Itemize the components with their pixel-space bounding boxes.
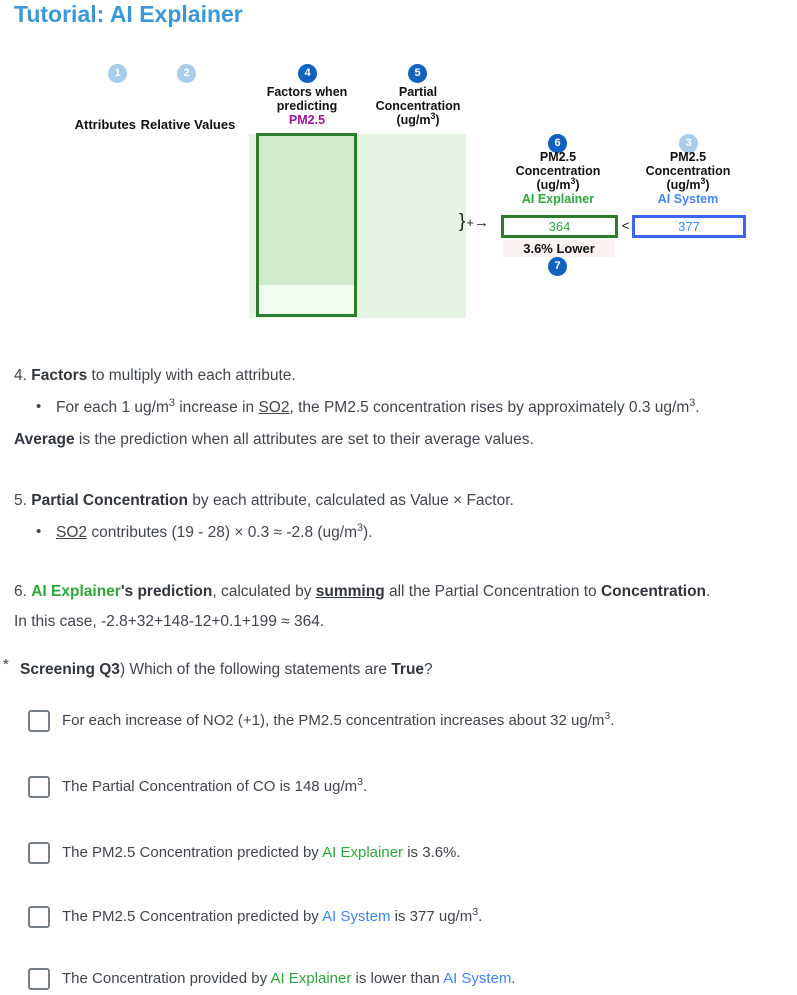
average-row-fill — [259, 285, 354, 314]
step-badge-1: 1 — [108, 64, 127, 83]
explanation-item6-line1: 6. AI Explainer's prediction, calculated by summing all the Partial Concentration to Concentration. — [14, 583, 711, 600]
partial-concentration-header — [358, 85, 478, 127]
answer-option-1[interactable] — [28, 710, 790, 734]
less-than-sign: < — [621, 218, 630, 233]
step-badge-6: 6 — [548, 134, 567, 153]
page-title: Tutorial: AI Explainer — [14, 1, 243, 27]
checkbox[interactable] — [28, 842, 50, 864]
answer-option-4[interactable] — [28, 906, 790, 930]
checkbox[interactable] — [28, 710, 50, 732]
explanation-item5-line1: 5. Partial Concentration by each attribute, calculated as Value × Factor. — [14, 492, 514, 509]
brace-icon: } — [459, 211, 466, 232]
factors-box — [256, 133, 357, 317]
attributes-header: Attributes — [74, 117, 136, 132]
step-badge-7: 7 — [548, 257, 567, 276]
checkbox[interactable] — [28, 776, 50, 798]
partial-header-line1: Partial — [398, 85, 438, 99]
partial-header-unit: $(ug/m^3)$ — [396, 110, 440, 127]
explainer-prediction-box: 364 — [501, 215, 618, 238]
relative-values-header: Relative Values — [140, 117, 236, 132]
factors-header-line2: predicting — [276, 99, 338, 113]
explainer-header-line2: Concentration — [515, 164, 601, 178]
option-label: The Concentration provided by AI Explainer is lower than AI System. — [62, 970, 516, 987]
difference-note: 3.6% Lower — [503, 240, 615, 257]
step-badge-4: 4 — [298, 64, 317, 83]
arrow-icon: → — [473, 213, 489, 231]
explainer-header-unit: $(ug/m^3)$ — [536, 175, 580, 192]
system-name: AI System — [657, 192, 719, 206]
option-label: The Partial Concentration of CO is 148 $ug/m^3$. — [62, 776, 368, 795]
bullet-icon: • — [36, 523, 42, 540]
checkbox[interactable] — [28, 906, 50, 928]
factors-header — [247, 85, 367, 127]
step-badge-3: 3 — [679, 134, 698, 153]
option-label: The PM2.5 Concentration predicted by AI System is 377 $ug/m^3$. — [62, 906, 483, 925]
factors-header-target: PM2.5 — [288, 113, 326, 127]
system-prediction-box: 377 — [632, 215, 746, 238]
plus-icon: + — [466, 214, 474, 230]
bullet-icon: • — [36, 398, 42, 415]
option-label: The PM2.5 Concentration predicted by AI Explainer is 3.6%. — [62, 844, 461, 861]
explanation-item4-line2: Average is the prediction when all attributes are set to their average values. — [14, 431, 534, 448]
explanation-item5-bullet: SO2 contributes (19 - 28) × 0.3 ≈ -2.8 $(ug/m^3)$. — [56, 521, 373, 541]
answer-option-5[interactable] — [28, 968, 790, 992]
question-prompt: Screening Q3) Which of the following statements are True? — [20, 661, 433, 678]
system-header-line2: Concentration — [645, 164, 731, 178]
required-marker: * — [3, 656, 9, 673]
explainer-name: AI Explainer — [521, 192, 595, 206]
factors-header-line1: Factors when — [266, 85, 348, 99]
checkbox[interactable] — [28, 968, 50, 990]
explainer-column-header — [498, 150, 618, 206]
sum-aggregate — [459, 211, 489, 233]
step-badge-2: 2 — [177, 64, 196, 83]
system-header-line1: PM2.5 — [669, 150, 707, 164]
explanation-item4-line1: 4. Factors to multiply with each attribute. — [14, 367, 296, 384]
partial-header-line2: Concentration — [375, 99, 461, 113]
explainer-header-line1: PM2.5 — [539, 150, 577, 164]
option-label: For each increase of NO2 (+1), the PM2.5 concentration increases about 32 $ug/m^3$. — [62, 710, 615, 729]
system-header-unit: $(ug/m^3)$ — [666, 175, 710, 192]
step-badge-5: 5 — [408, 64, 427, 83]
explanation-item4-bullet: For each 1 $ug/m^3$ increase in SO2, the PM2.5 concentration rises by approximately 0.3 $ug/m^3$. — [56, 396, 700, 416]
answer-option-2[interactable] — [28, 776, 790, 800]
answer-option-3[interactable] — [28, 842, 790, 866]
system-column-header — [628, 150, 748, 206]
explanation-item6-line2: In this case, -2.8+32+148-12+0.1+199 ≈ 364. — [14, 613, 325, 630]
